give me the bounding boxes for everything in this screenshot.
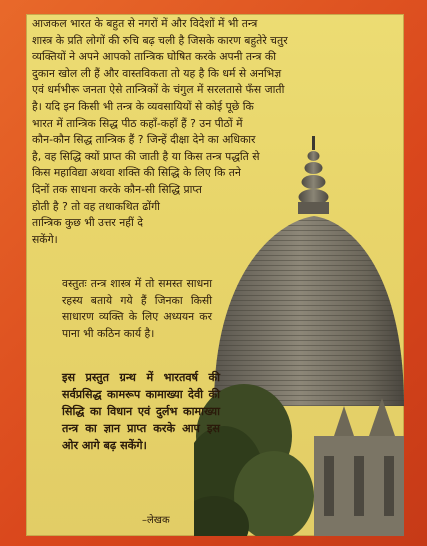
text-line: दुकान खोल ली हैं और वास्तविकता तो यह है कि धर्म से अनभिज्ञ xyxy=(32,66,282,80)
text-line: भारत में तान्त्रिक सिद्ध पीठ कहाँ-कहाँ हैं ? उन पीठों में xyxy=(32,116,243,130)
text-line: तान्त्रिक कुछ भी उत्तर नहीं दे xyxy=(32,216,143,230)
text-line: होती है ? तो वह तथाकथित ढोंगी xyxy=(32,199,160,213)
author-signature: –लेखक xyxy=(142,515,170,526)
text-line: आजकल भारत के बहुत से नगरों में और विदेशों में भी तन्त्र xyxy=(32,17,258,30)
intro-paragraph xyxy=(32,16,388,248)
tantra-paragraph: वस्तुतः तन्त्र शास्त्र में तो समस्त साधना रहस्य बताये गये हैं जिनका किसी साधारण व्यक्ति के लिए अध्ययन कर पाना भी कठिन कार्य है। xyxy=(62,277,212,340)
text-line: किस महाविद्या अथवा शक्ति की सिद्धि के लिए कि तने xyxy=(32,166,241,180)
text-line: व्यक्तियों ने अपने आपको तान्त्रिक घोषित करके अपनी तन्त्र की xyxy=(32,50,277,64)
book-paragraph: इस प्रस्तुत ग्रन्थ में भारतवर्ष की सर्वप्रसिद्ध कामरूप कामाख्या देवी की सिद्धि का विधान एवं दुर्लभ कामाख्या तन्त्र का ज्ञान प्राप्त करके आप इस ओर आगे बढ़ सकेंगे। xyxy=(62,371,220,452)
text-line: है, वह सिद्धि क्यों प्राप्त की जाती है या किस तन्त्र पद्धति से xyxy=(32,149,260,163)
text-line: सकेंगे। xyxy=(32,232,58,246)
text-line: शास्त्र के प्रति लोगों की रुचि बढ़ चली है जिसके कारण बहुतेरे चतुर xyxy=(32,33,288,47)
text-line: कौन-कौन सिद्ध तान्त्रिक हैं ? जिन्हें दीक्षा देने का अधिकार xyxy=(32,133,256,147)
text-line: दिनों तक साधना करके कौन-सी सिद्धि प्राप्त xyxy=(32,182,202,196)
text-line: एवं धर्मभीरू जनता ऐसे तान्त्रिकों के चंगुल में सरलतासे फँस जाती xyxy=(32,83,285,97)
text-panel xyxy=(26,14,404,536)
text-line: है। यदि इन किसी भी तन्त्र के व्यवसायियों से कोई पूछे कि xyxy=(32,99,254,113)
